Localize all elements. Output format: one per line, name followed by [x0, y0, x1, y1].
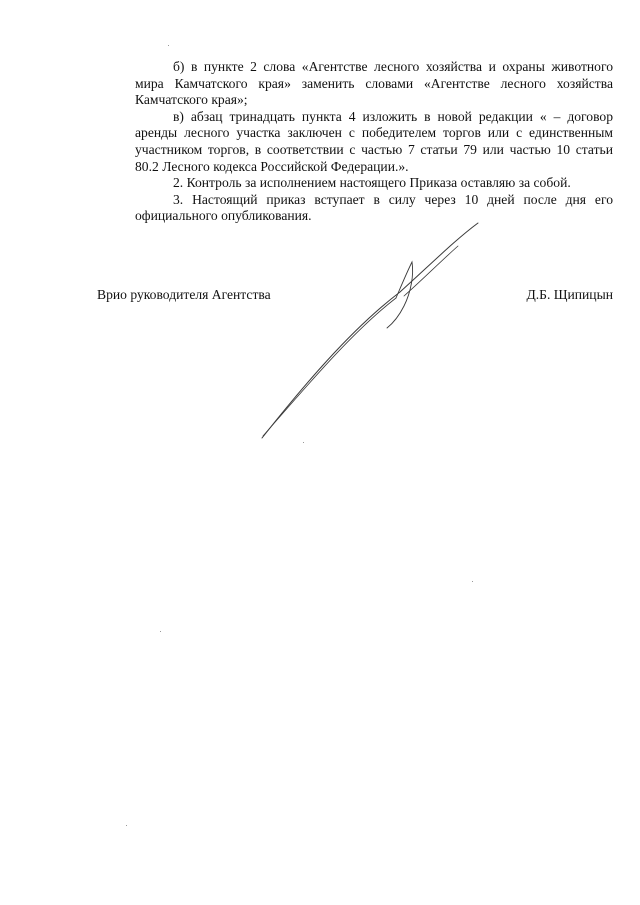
paragraph-line: в) абзац тринадцать пункта 4 изложить в новой редакции « – договор: [173, 108, 613, 124]
scan-speck: [126, 825, 127, 826]
scan-speck: [168, 45, 169, 46]
paragraph-3: [97, 192, 613, 225]
scan-speck: [472, 581, 473, 582]
document-body: [97, 59, 613, 225]
scan-speck: [303, 442, 304, 443]
paragraph-line: аренды лесного участка заключен с победителем торгов или с единственным: [135, 125, 613, 141]
paragraph-line: официального опубликования.: [135, 208, 312, 224]
paragraph-line: Камчатского края»;: [135, 92, 248, 108]
paragraph-line: мира Камчатского края» заменить словами «Агентстве лесного хозяйства: [135, 75, 613, 91]
paragraph-line: 80.2 Лесного кодекса Российской Федерации.».: [135, 158, 409, 174]
signatory-name: Д.Б. Щипицын: [526, 287, 613, 302]
paragraph-2: [97, 175, 613, 192]
paragraph-b: [97, 59, 613, 109]
paragraph-v: [97, 109, 613, 175]
paragraph-line: б) в пункте 2 слова «Агентстве лесного хозяйства и охраны животного: [173, 59, 613, 74]
signatory-position: Врио руководителя Агентства: [97, 287, 271, 302]
paragraph-line: 2. Контроль за исполнением настоящего Приказа оставляю за собой.: [173, 175, 571, 191]
paragraph-line: 3. Настоящий приказ вступает в силу через 10 дней после дня его: [173, 191, 613, 207]
scan-speck: [160, 631, 161, 632]
paragraph-line: участником торгов, в соответствии с частью 7 статьи 79 или частью 10 статьи: [135, 141, 613, 157]
